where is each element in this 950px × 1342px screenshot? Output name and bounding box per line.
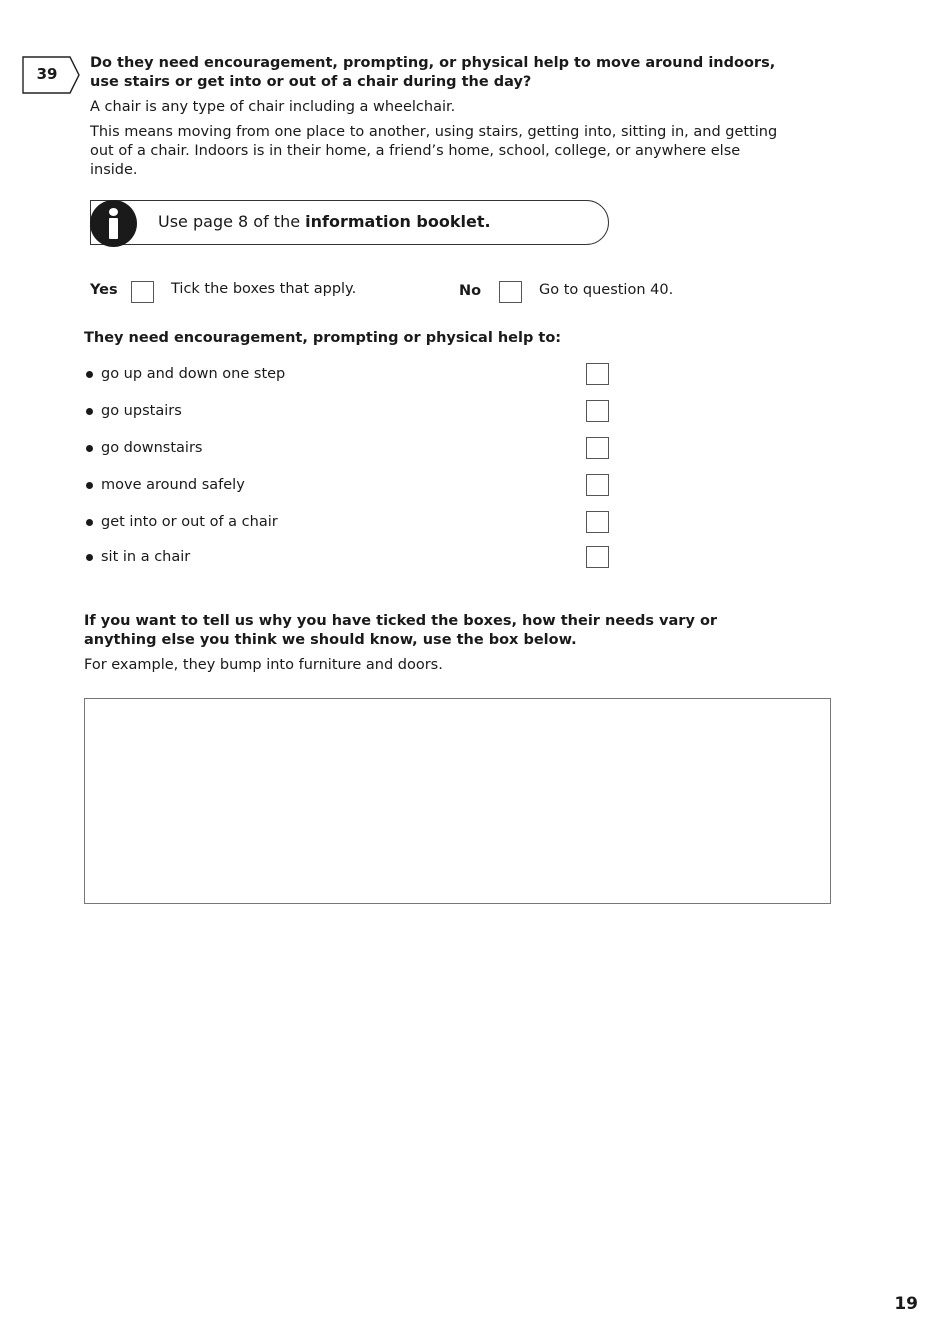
page-number: 19: [894, 1294, 918, 1314]
question-title: Do they need encouragement, prompting, or physical help to move around indoors, use stairs or get into or out of a chair during the day?: [90, 55, 776, 90]
bullet-icon: [86, 519, 93, 526]
list-item: [84, 546, 624, 570]
bullet-icon: [86, 554, 93, 561]
yes-checkbox[interactable]: [131, 281, 154, 303]
list-item: [84, 400, 624, 424]
list-item-label: go downstairs: [101, 440, 203, 456]
list-item-label: sit in a chair: [101, 549, 191, 565]
checkbox-sit-in-chair[interactable]: [586, 546, 609, 568]
checkbox-upstairs[interactable]: [586, 400, 609, 422]
no-checkbox[interactable]: [499, 281, 522, 303]
no-instruction: Go to question 40.: [539, 282, 674, 298]
no-label: No: [459, 283, 482, 299]
bullet-icon: [86, 371, 93, 378]
info-banner-text: [158, 212, 491, 232]
explain-example: For example, they bump into furniture and doors.: [84, 657, 443, 673]
info-text-prefix: Use page 8 of the: [158, 212, 306, 231]
list-item: [84, 474, 624, 498]
list-item: [84, 437, 624, 461]
question-number: 39: [36, 65, 58, 83]
checkbox-move-safely[interactable]: [586, 474, 609, 496]
info-icon: [90, 200, 137, 247]
list-item-label: get into or out of a chair: [101, 514, 278, 530]
explain-heading: If you want to tell us why you have ticked the boxes, how their needs vary or anything else you think we should know, use the box below.: [84, 613, 718, 648]
info-banner: [90, 200, 609, 245]
list-item-label: go upstairs: [101, 403, 182, 419]
list-item: [84, 363, 624, 387]
checkbox-chair-in-out[interactable]: [586, 511, 609, 533]
question-number-tag: [22, 56, 80, 94]
info-text-booklet: information booklet.: [305, 212, 491, 231]
list-item-label: go up and down one step: [101, 366, 286, 382]
yes-label: Yes: [90, 282, 118, 298]
bullet-icon: [86, 408, 93, 415]
definition-note: This means moving from one place to another, using stairs, getting into, sitting in, and getting out of a chair. Indoors is in their home, a friend’s home, school, college, or anywhere else inside.: [90, 124, 778, 178]
list-item-label: move around safely: [101, 477, 245, 493]
checkbox-downstairs[interactable]: [586, 437, 609, 459]
list-item: [84, 511, 624, 535]
checkbox-one-step[interactable]: [586, 363, 609, 385]
yes-instruction: Tick the boxes that apply.: [171, 281, 357, 297]
chair-note: A chair is any type of chair including a wheelchair.: [90, 99, 456, 115]
bullet-icon: [86, 482, 93, 489]
help-heading: They need encouragement, prompting or physical help to:: [84, 330, 562, 346]
explanation-text-box[interactable]: [84, 698, 831, 904]
bullet-icon: [86, 445, 93, 452]
